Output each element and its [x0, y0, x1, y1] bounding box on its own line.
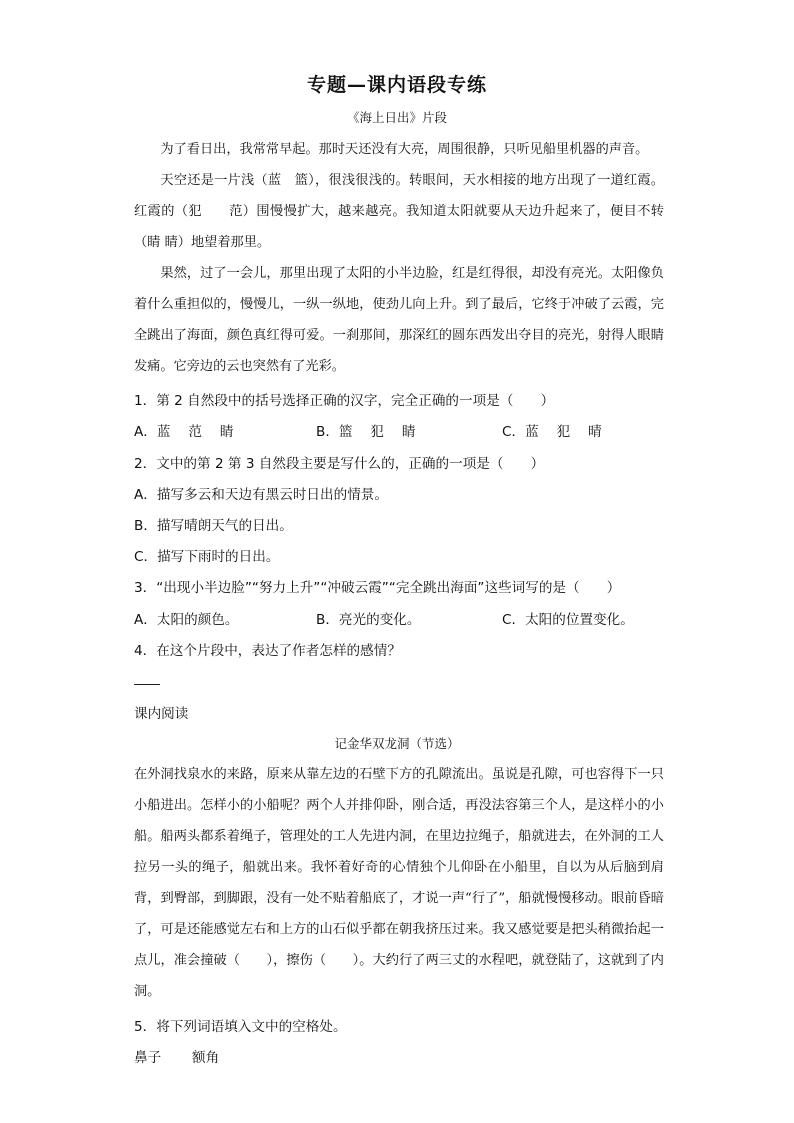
question-1-option-b[interactable]: B．篮 犯 睛 [316, 424, 416, 440]
word-option-forehead: 额角 [192, 1050, 220, 1066]
question-2-option-c[interactable]: C．描写下雨时的日出。 [134, 549, 280, 565]
passage1-paragraph-1: 为了看日出，我常常早起。那时天还没有大亮，周围很静，只听见船里机器的声音。 [160, 142, 649, 157]
passage1-paragraph-3: 果然，过了一会儿，那里出现了太阳的小半边脸，红是红得很，却没有亮光。太阳像负着什么重担似的，慢慢儿，一纵一纵地，使劲儿向上升。到了最后，它终于冲破了云霞，完全跳出了海面，颜色真红得可爱。一刹那间，那深红的圆东西发出夺目的亮光，射得人眼睛发痛。它旁边的云也突然有了光彩。 [134, 266, 664, 374]
question-1-option-c[interactable]: C．蓝 犯 晴 [502, 424, 602, 440]
passage1-heading: 《海上日出》片段 [346, 110, 447, 125]
question-3-stem: 3．“出现小半边脸”“努力上升”“冲破云霞”“完全跳出海面”这些词写的是（ ） [134, 580, 621, 596]
passage2-heading: 记金华双龙洞（节选） [334, 736, 460, 751]
answer-line [134, 684, 160, 685]
question-2-option-a[interactable]: A．描写多云和天边有黑云时日出的情景。 [134, 487, 388, 503]
word-option-nose: 鼻子 [134, 1050, 162, 1066]
question-5-stem: 5．将下列词语填入文中的空格处。 [134, 1019, 347, 1035]
question-4-stem: 4．在这个片段中，表达了作者怎样的感情？ [134, 643, 401, 659]
page-title: 专题—课内语段专练 [306, 74, 487, 96]
question-1-option-a[interactable]: A．蓝 范 睛 [134, 424, 234, 440]
question-2-option-b[interactable]: B．描写晴朗天气的日出。 [134, 518, 293, 534]
question-1-stem: 1．第 2 自然段中的括号选择正确的汉字，完全正确的一项是（ ） [134, 393, 555, 409]
passage1-paragraph-2: 天空还是一片浅（蓝 篮），很浅很浅的。转眼间，天水相接的地方出现了一道红霞。红霞的（犯 范）围慢慢扩大，越来越亮。我知道太阳就要从天边升起来了，便目不转（睛 睛）地望着那里。 [134, 173, 664, 250]
question-2-stem: 2．文中的第 2 第 3 自然段主要是写什么的，正确的一项是（ ） [134, 456, 545, 472]
question-3-option-c[interactable]: C．太阳的位置变化。 [502, 612, 634, 628]
section-label: 课内阅读 [134, 706, 189, 722]
passage2-text: 在外洞找泉水的来路，原来从靠左边的石壁下方的孔隙流出。虽说是孔隙，可也容得下一只小船进出。怎样小的小船呢？两个人并排仰卧，刚合适，再没法容第三个人，是这样小的小船。船两头都系着绳子，管理处的工人先进内洞，在里边拉绳子，船就进去，在外洞的工人拉另一头的绳子，船就出来。我怀着好奇的心情独个儿仰卧在小船里，自以为从后脑到肩背，到臀部，到脚跟，没有一处不贴着船底了，才说一声“行了”，船就慢慢移动。眼前昏暗了，可是还能感觉左右和上方的山石似乎都在朝我挤压过来。我又感觉要是把头稍微抬起一点儿，准会撞破（ ），擦伤（ ）。大约行了两三丈的水程吧，就登陆了，这就到了内洞。 [134, 767, 664, 999]
question-3-option-b[interactable]: B．亮光的变化。 [316, 612, 421, 628]
question-3-option-a[interactable]: A．太阳的颜色。 [134, 612, 239, 628]
